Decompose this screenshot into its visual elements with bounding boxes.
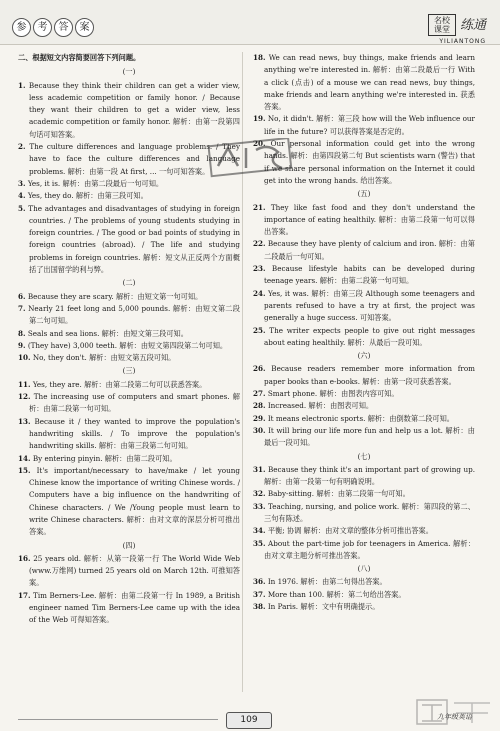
answer-text: We can read news, buy things, make friends and learn anything we're interested in. 解析：由第二段最后一行 With a click (点击) of a mouse we can read news, buy things, make friends and learn anything we're interested in. 获悉答案。 <box>264 53 475 112</box>
answer-item <box>253 52 475 113</box>
answer-item <box>18 391 240 416</box>
answer-text: 平衡; 协调 解析：由对文章的整体分析可推出答案。 <box>267 526 433 536</box>
grade-subject-tag: 九年级英语 <box>437 713 472 721</box>
answer-text: It means electronic sports. 解析：由倒数第二段可知。 <box>267 413 454 423</box>
answer-text: Smart phone. 解析：由图表内容可知。 <box>267 389 399 399</box>
answer-number: 30. <box>253 425 266 435</box>
subsection-heading: (八) <box>357 564 371 574</box>
answer-number: 27. <box>253 389 266 399</box>
answer-number: 12. <box>18 392 31 402</box>
answer-text: By entering pinyin. 解析：由第二段可知。 <box>32 453 177 463</box>
answer-text: They like fast food and they don't understand the importance of eating healthily. 解析：由第二段第一句可以得出答案。 <box>264 202 475 237</box>
answer-number: 17. <box>18 590 31 600</box>
answer-number: 16. <box>18 553 31 563</box>
answer-item <box>18 80 240 141</box>
answer-number: 23. <box>253 264 266 274</box>
answer-item <box>253 325 475 350</box>
answer-number: 38. <box>253 602 266 612</box>
answer-text: Nearly 21 feet long and 5,000 pounds. 解析：由短文第二段第二句可知。 <box>28 303 240 326</box>
answer-text: Because readers remember more information from paper books than e-books. 解析：由第一段可获悉答案。 <box>264 364 475 386</box>
answer-item <box>18 590 240 627</box>
answer-text: Because they are scary. 解析：由短文第一句可知。 <box>27 291 203 301</box>
badge-char: 答 <box>54 18 73 37</box>
answer-number: 1. <box>18 80 26 90</box>
answer-item <box>253 138 475 187</box>
answer-item <box>253 413 475 425</box>
answer-text: Teaching, nursing, and police work. 解析：第四段的第二、三句有陈述。 <box>264 501 475 523</box>
answer-number: 14. <box>18 453 31 463</box>
answer-number: 3. <box>18 178 26 188</box>
page-header <box>0 0 500 45</box>
logo-box: 名校课堂 <box>428 14 456 36</box>
badge-char: 考 <box>33 18 52 37</box>
answer-number: 28. <box>253 401 266 411</box>
answer-item <box>253 464 475 489</box>
section-title: 二、根据短文内容简要回答下列问题。 <box>18 53 141 62</box>
answer-item <box>253 388 475 400</box>
answer-text: In Paris. 解析：文中有明确提示。 <box>267 602 380 612</box>
answer-item <box>18 553 240 590</box>
badge-char: 参 <box>12 18 31 37</box>
answer-number: 25. <box>253 325 266 335</box>
answer-number: 20. <box>253 139 266 149</box>
answer-text: The advantages and disadvantages of studying in foreign countries. / The problems of young students studying in foreign countries. / The good or bad points of studying in foreign countries (abroad). / The life and studying problems in foreign countries. 解析：短文从正反两个方面概括了出国留学的利与弊。 <box>28 203 240 275</box>
answer-item <box>253 525 475 537</box>
answer-text: About the part-time job for teenagers in America. 解析：由对文章主题分析可推出答案。 <box>264 538 475 560</box>
answer-text: (They have) 3,000 teeth. 解析：由短文第四段第二句可知。 <box>27 340 228 350</box>
answer-key-badge <box>12 18 94 38</box>
answer-number: 4. <box>18 191 26 201</box>
answer-item <box>18 352 240 364</box>
answer-item <box>253 601 475 613</box>
logo-subtitle: YILIANTONG <box>439 38 486 45</box>
answer-item <box>253 425 475 450</box>
answer-item <box>18 379 240 391</box>
answer-text: Because they think their children can get a wider view, less academic competition or family honor. / Because they want their children to get a wider view, less academic competition or family honor. 解析：由第一段第四句话可知答案。 <box>28 80 240 139</box>
answer-number: 35. <box>253 538 266 548</box>
answer-text: Our personal information could get into the wrong hands. 解析：由第四段第二句 But scientists warn (警告) that if we share personal information on the Internet it could get into the wrong hands. 给出答案。 <box>264 139 475 185</box>
answer-text: Yes, they do. 解析：由第三段可知。 <box>27 191 148 201</box>
subsection-heading: (二) <box>122 278 136 288</box>
answer-number: 15. <box>18 465 31 475</box>
answer-number: 13. <box>18 416 31 426</box>
answer-item <box>253 488 475 500</box>
answer-number: 10. <box>18 353 31 363</box>
publisher-logo <box>428 14 486 45</box>
answer-number: 33. <box>253 501 266 511</box>
subsection-heading: (四) <box>122 540 136 550</box>
answer-item <box>253 202 475 239</box>
answer-item <box>253 113 475 138</box>
answer-item <box>18 178 240 190</box>
answer-item <box>18 340 240 352</box>
answer-text: Because they have plenty of calcium and iron. 解析：由第二段最后一句可知。 <box>264 239 475 261</box>
footer-rule <box>18 719 218 720</box>
answer-number: 31. <box>253 464 266 474</box>
logo-title: 练通 <box>459 18 486 33</box>
answer-item <box>253 538 475 563</box>
answer-text: In 1976. 解析：由第二句得出答案。 <box>267 577 387 587</box>
answer-item <box>18 416 240 453</box>
answer-text: Yes, it is. 解析：由第二段最后一句可知。 <box>27 178 164 188</box>
answer-text: No, they don't. 解析：由短文第五段可知。 <box>32 353 176 363</box>
answer-item <box>253 263 475 288</box>
answer-item <box>18 465 240 539</box>
answer-item <box>253 238 475 263</box>
answer-text: More than 100. 解析：第二句给出答案。 <box>267 589 406 599</box>
badge-char: 案 <box>75 18 94 37</box>
answer-number: 11. <box>18 379 31 389</box>
answer-item <box>18 203 240 277</box>
answer-text: Because lifestyle habits can be developed during teenage years. 解析：由第二段第一句可知。 <box>264 264 475 286</box>
answer-item <box>253 400 475 412</box>
answer-text: 25 years old. 解析：从第一段第一行 The World Wide Web (www.万维网) turned 25 years old on March 12th. 可推知答案。 <box>29 553 240 588</box>
page-number: 109 <box>226 712 272 729</box>
answer-text: Increased. 解析：由图表可知。 <box>267 401 374 411</box>
left-column <box>18 52 240 627</box>
answer-text: Tim Berners-Lee. 解析：由第二段第一行 In 1989, a British engineer named Tim Berners-Lee came up with the idea of the Web 可得知答案。 <box>29 590 240 625</box>
answer-text: No, it didn't. 解析：第三段 how will the Web influence our life in the future? 可以获得答案是否定的。 <box>264 114 475 136</box>
answer-number: 18. <box>253 53 266 62</box>
answer-item <box>18 190 240 202</box>
answer-text: Because they think it's an important part of growing up. 解析：由第一段第一句有明确说明。 <box>264 464 475 487</box>
answer-number: 21. <box>253 202 266 212</box>
answer-text: Seals and sea lions. 解析：由短文第三段可知。 <box>27 328 188 338</box>
answer-text: The writer expects people to give out right messages about eating healthily. 解析：从最后一段可知。 <box>264 325 475 347</box>
subsection-heading: (六) <box>357 351 371 361</box>
answer-number: 19. <box>253 114 266 124</box>
answer-text: Yes, it was. 解析：由第三段 Although some teenagers and parents refused to have a try at first, the project was generally a huge success. 可知答案。 <box>264 288 475 323</box>
answer-text: It will bring our life more fun and help us a lot. 解析：由最后一段可知。 <box>264 425 475 448</box>
answer-item <box>253 501 475 526</box>
answer-number: 36. <box>253 577 266 587</box>
answer-number: 9. <box>18 340 26 350</box>
answer-text: The increasing use of computers and smart phones. 解析：由第二段第一句可知。 <box>29 392 240 414</box>
answer-item <box>253 589 475 601</box>
answer-number: 7. <box>18 303 26 313</box>
answer-number: 32. <box>253 489 266 499</box>
answer-number: 37. <box>253 589 266 599</box>
answer-item <box>18 291 240 303</box>
answer-number: 34. <box>253 526 266 536</box>
answer-text: It's important/necessary to have/make / let young Chinese know the importance of writing Chinese words. / Computers have a big influence on the handwriting of Chinese characters. / We /Young people must learn to write Chinese characters. 解析：由对文章的深层分析可推出答案。 <box>29 465 240 537</box>
answer-text: Baby-sitting. 解析：由第二段第一句可知。 <box>267 489 410 499</box>
answer-number: 6. <box>18 291 26 301</box>
answer-number: 8. <box>18 328 26 338</box>
answer-number: 22. <box>253 239 266 249</box>
answer-item <box>253 363 475 388</box>
answer-number: 29. <box>253 413 266 423</box>
answer-item <box>253 288 475 325</box>
answer-item <box>18 141 240 178</box>
column-divider <box>242 52 243 692</box>
answer-number: 5. <box>18 203 26 213</box>
answer-number: 2. <box>18 142 26 152</box>
subsection-heading: (三) <box>122 366 136 376</box>
answer-item <box>253 576 475 588</box>
answer-number: 26. <box>253 364 266 374</box>
answer-text: The culture differences and language problems. / They have to face the culture differences and language problems. 解析：由第一段 At first, ... 一句可知答案。 <box>29 142 240 176</box>
answer-item <box>18 453 240 465</box>
answer-number: 24. <box>253 288 266 298</box>
right-column <box>253 52 475 613</box>
answer-item <box>18 303 240 328</box>
subsection-heading: (七) <box>357 451 371 461</box>
subsection-heading: (一) <box>122 67 136 77</box>
answer-text: Because it / they wanted to improve the population's handwriting skills. / To improve the population's handwriting skills. 解析：由第三段第二句可知。 <box>29 416 240 451</box>
answer-text: Yes, they are. 解析：由第二段第二句可以获悉答案。 <box>32 379 207 389</box>
answer-item <box>18 328 240 340</box>
subsection-heading: (五) <box>357 189 371 199</box>
